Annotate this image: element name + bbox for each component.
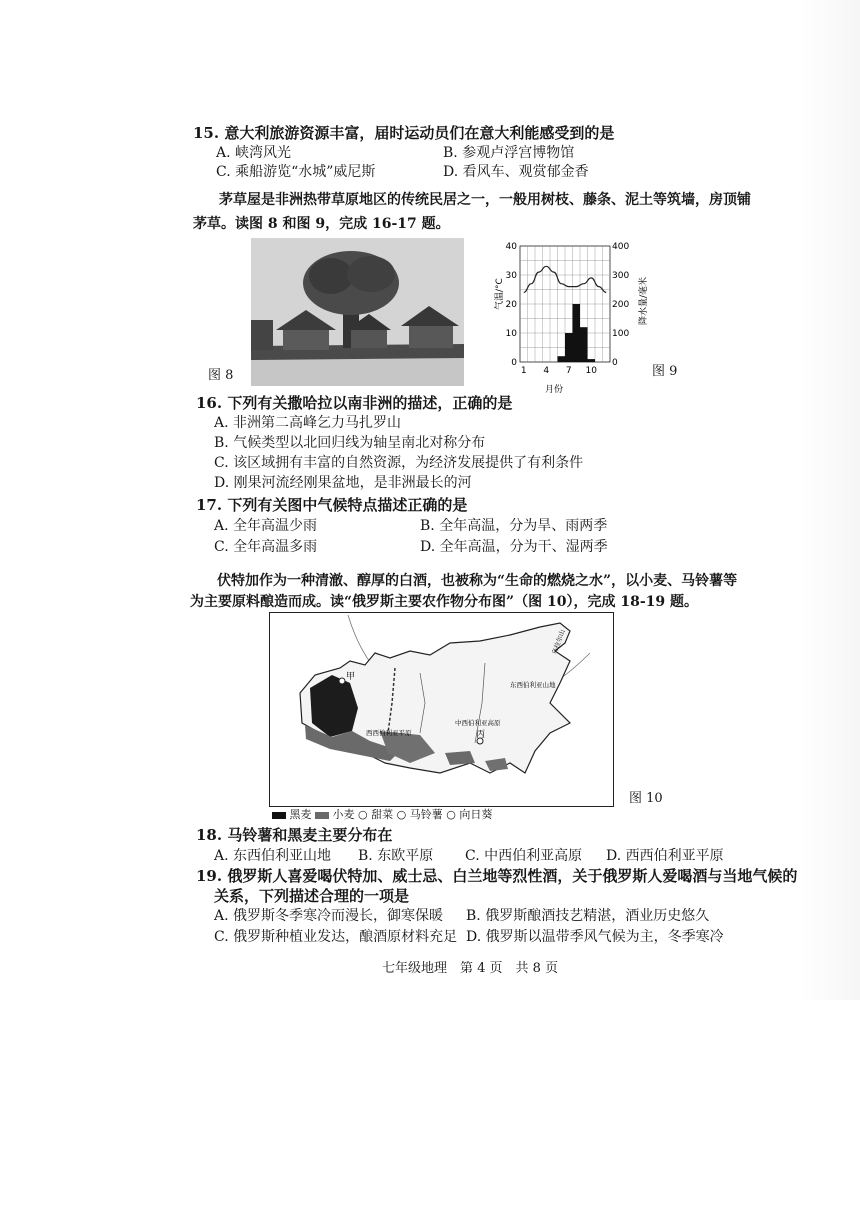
left-axis-label: 气温/°C — [495, 278, 505, 310]
q17-option-d: D. 全年高温，分为干、湿两季 — [420, 539, 608, 555]
q19-option-d: D. 俄罗斯以温带季风气候为主，冬季寒冷 — [466, 929, 724, 945]
legend-beet: 甜菜 — [371, 808, 394, 821]
hut-illustration — [251, 238, 464, 386]
legend-wheat: 小麦 — [332, 808, 355, 821]
label-central-siberian-plateau: 中西伯利亚高原 — [455, 719, 501, 727]
q17-option-a: A. 全年高温少雨 — [214, 518, 318, 534]
figure-9-climate-chart — [495, 240, 649, 400]
q19-stem-line1: 19. 俄罗斯人喜爱喝伏特加、威士忌、白兰地等烈性酒，关于俄罗斯人爱喝酒与当地气候的 — [196, 867, 798, 885]
q15-stem: 15. 意大利旅游资源丰富，届时运动员们在意大利能感受到的是 — [193, 124, 615, 142]
q16-option-c: C. 该区域拥有丰富的自然资源，为经济发展提供了有利条件 — [214, 455, 584, 471]
precipitation-bar — [588, 359, 596, 362]
q16-option-b: B. 气候类型以北回归线为轴呈南北对称分布 — [214, 435, 486, 451]
russia-map-svg — [270, 613, 613, 806]
x-tick-label: 7 — [565, 366, 572, 376]
x-axis-label: 月份 — [545, 385, 564, 395]
q19-stem-line2: 关系，下列描述合理的一项是 — [214, 887, 410, 905]
q18-stem: 18. 马铃薯和黑麦主要分布在 — [196, 826, 393, 844]
left-tick-label: 10 — [505, 329, 517, 339]
label-west-siberian-plain: 西西伯利亚平原 — [366, 729, 412, 737]
x-axis-ticks — [521, 366, 597, 376]
q15-option-c: C. 乘船游览“水城”威尼斯 — [216, 164, 376, 180]
x-tick-label: 10 — [585, 366, 597, 376]
x-tick-label: 1 — [520, 366, 527, 376]
left-tick-label: 40 — [505, 242, 517, 252]
marker-jia — [339, 678, 345, 684]
figure-10-russia-crop-map — [269, 612, 614, 807]
scan-shadow — [800, 0, 860, 1000]
right-tick-label: 200 — [612, 300, 630, 310]
q18-option-d: D. 西西伯利亚平原 — [606, 848, 724, 864]
label-bing: 丙 — [476, 730, 486, 740]
wheat-region-east — [445, 751, 475, 765]
q16-stem: 16. 下列有关撒哈拉以南非洲的描述，正确的是 — [196, 394, 513, 412]
q17-option-c: C. 全年高温多雨 — [214, 539, 318, 555]
left-tick-label: 20 — [505, 300, 517, 310]
precipitation-bar — [580, 327, 588, 362]
right-tick-label: 0 — [612, 358, 618, 368]
legend-swatch-wheat — [315, 812, 329, 819]
x-tick-label: 4 — [543, 366, 550, 376]
precipitation-bar — [565, 333, 573, 362]
label-east-siberian-mountains: 东西伯利亚山地 — [510, 681, 556, 689]
label-ural: 乌拉尔山 — [550, 628, 567, 656]
figure-10-caption: 图 10 — [629, 791, 663, 806]
q16-option-a: A. 非洲第二高峰乞力马扎罗山 — [214, 415, 402, 431]
q19-option-c: C. 俄罗斯种植业发达，酿酒原材料充足 — [214, 929, 458, 945]
q19-option-a: A. 俄罗斯冬季寒冷而漫长，御寒保暖 — [214, 908, 444, 924]
q18-option-c: C. 中西伯利亚高原 — [465, 848, 583, 864]
q15-option-d: D. 看风车、观赏郁金香 — [443, 164, 589, 180]
right-axis-label: 降水量/毫米 — [639, 276, 649, 325]
right-tick-label: 400 — [612, 242, 630, 252]
map-legend — [272, 806, 492, 822]
intro1-line1: 茅草屋是非洲热带草原地区的传统民居之一，一般用树枝、藤条、泥土等筑墙，房顶铺 — [219, 192, 751, 208]
figure-8-thatched-hut-photo — [251, 238, 464, 386]
q18-option-a: A. 东西伯利亚山地 — [214, 848, 332, 864]
figure-8-caption: 图 8 — [208, 368, 234, 383]
intro2-line2: 为主要原料酿造而成。读“俄罗斯主要农作物分布图”（图 10），完成 18-19 题。 — [190, 594, 698, 610]
right-axis-ticks — [612, 242, 629, 368]
precipitation-bar — [573, 304, 581, 362]
legend-potato: 马铃薯 — [409, 808, 443, 821]
q16-option-d: D. 刚果河流经刚果盆地，是非洲最长的河 — [214, 475, 472, 491]
left-axis-ticks — [506, 242, 518, 368]
left-tick-label: 30 — [505, 271, 517, 281]
label-jia: 甲 — [346, 672, 356, 682]
legend-sunflower-icon: ○ — [446, 808, 456, 821]
q17-option-b: B. 全年高温，分为旱、雨两季 — [420, 518, 608, 534]
intro1-line2: 茅草。读图 8 和图 9，完成 16-17 题。 — [193, 216, 450, 232]
legend-swatch-rye — [272, 812, 286, 819]
q19-option-b: B. 俄罗斯酿酒技艺精湛，酒业历史悠久 — [466, 908, 710, 924]
figure-9-caption: 图 9 — [652, 364, 678, 379]
legend-sunflower: 向日葵 — [459, 808, 493, 821]
right-tick-label: 100 — [612, 329, 630, 339]
q15-option-a: A. 峡湾风光 — [216, 145, 292, 161]
precipitation-bar — [558, 356, 566, 362]
legend-beet-icon: ○ — [358, 808, 368, 821]
right-tick-label: 300 — [612, 271, 630, 281]
q17-stem: 17. 下列有关图中气候特点描述正确的是 — [196, 496, 468, 514]
left-tick-label: 0 — [511, 358, 517, 368]
q15-option-b: B. 参观卢浮宫博物馆 — [443, 145, 575, 161]
legend-rye: 黑麦 — [289, 808, 312, 821]
page-footer: 七年级地理 第 4 页 共 8 页 — [382, 961, 559, 976]
q18-option-b: B. 东欧平原 — [358, 848, 434, 864]
intro2-line1: 伏特加作为一种清澈、醇厚的白酒，也被称为“生命的燃烧之水”，以小麦、马铃薯等 — [217, 573, 738, 589]
legend-potato-icon: ○ — [396, 808, 407, 821]
